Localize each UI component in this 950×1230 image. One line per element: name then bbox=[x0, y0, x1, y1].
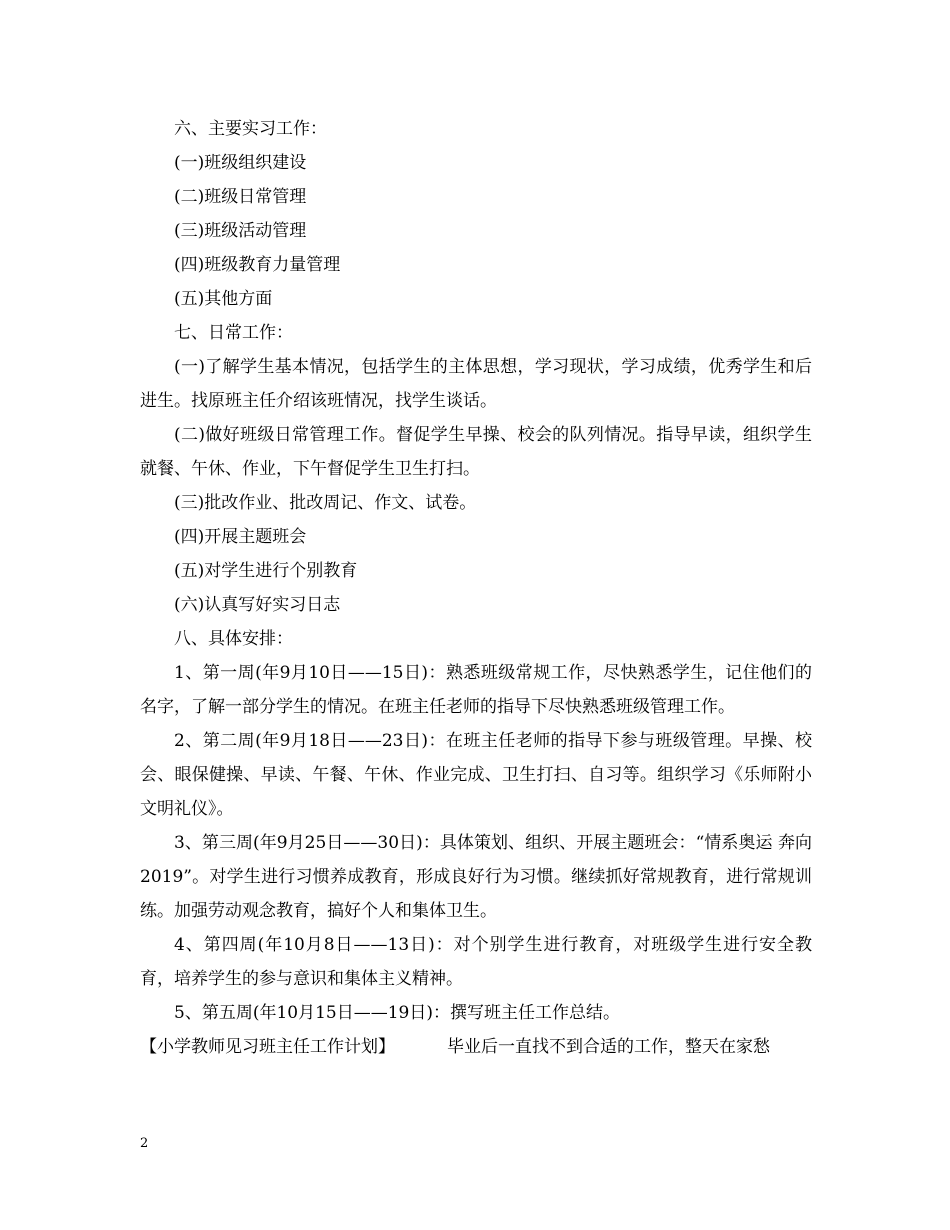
footer-line bbox=[140, 1030, 812, 1064]
footer-text: 毕业后一直找不到合适的工作，整天在家愁 bbox=[447, 1037, 770, 1057]
document-body bbox=[140, 112, 812, 1064]
section-heading-daily-work: 七、日常工作： bbox=[174, 323, 293, 343]
list-item: (六)认真写好实习日志 bbox=[174, 595, 341, 615]
paragraph: (一)了解学生基本情况，包括学生的主体思想，学习现状，学习成绩，优秀学生和后进生。找原班主任介绍该班情况，找学生谈话。 bbox=[140, 357, 812, 411]
list-item: (一)班级组织建设 bbox=[174, 153, 307, 173]
paragraph-week-3: 3、第三周(年9月25日——30日)：具体策划、组织、开展主题班会：“情系奥运 奔向2019”。对学生进行习惯养成教育，形成良好行为习惯。继续抓好常规教育，进行常规训练。加强劳动观念教育，搞好个人和集体卫生。 bbox=[140, 833, 812, 921]
list-item: (五)其他方面 bbox=[174, 289, 273, 309]
list-item: (五)对学生进行个别教育 bbox=[174, 561, 358, 581]
list-item: (三)班级活动管理 bbox=[174, 221, 307, 241]
section-heading-arrangement: 八、具体安排： bbox=[174, 629, 293, 649]
footer-title: 【小学教师见习班主任工作计划】 bbox=[140, 1037, 395, 1057]
list-item: (四)班级教育力量管理 bbox=[174, 255, 341, 275]
paragraph-week-2: 2、第二周(年9月18日——23日)：在班主任老师的指导下参与班级管理。早操、校会、眼保健操、早读、午餐、午休、作业完成、卫生打扫、自习等。组织学习《乐师附小文明礼仪》。 bbox=[140, 731, 812, 819]
paragraph-week-1: 1、第一周(年9月10日——15日)：熟悉班级常规工作，尽快熟悉学生，记住他们的名字，了解一部分学生的情况。在班主任老师的指导下尽快熟悉班级管理工作。 bbox=[140, 663, 812, 717]
page-number: 2 bbox=[140, 1136, 149, 1151]
list-item: (二)班级日常管理 bbox=[174, 187, 307, 207]
paragraph: (二)做好班级日常管理工作。督促学生早操、校会的队列情况。指导早读，组织学生就餐、午休、作业，下午督促学生卫生打扫。 bbox=[140, 425, 812, 479]
paragraph-week-5: 5、第五周(年10月15日——19日)：撰写班主任工作总结。 bbox=[174, 1003, 620, 1023]
list-item: (四)开展主题班会 bbox=[174, 527, 307, 547]
section-heading-main-work: 六、主要实习工作： bbox=[174, 119, 327, 139]
paragraph-week-4: 4、第四周(年10月8日——13日)：对个别学生进行教育，对班级学生进行安全教育，培养学生的参与意识和集体主义精神。 bbox=[140, 935, 812, 989]
list-item: (三)批改作业、批改周记、作文、试卷。 bbox=[174, 493, 477, 513]
